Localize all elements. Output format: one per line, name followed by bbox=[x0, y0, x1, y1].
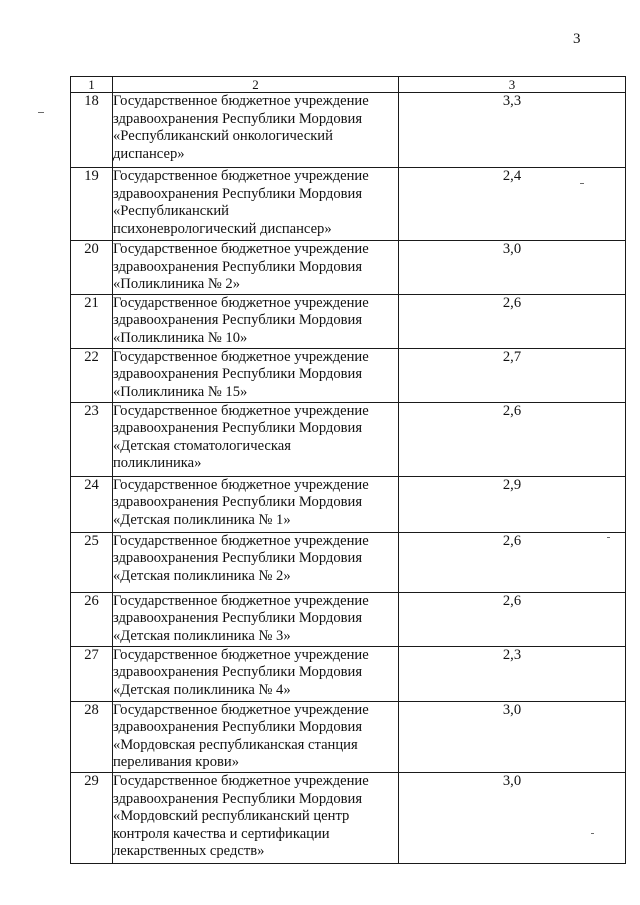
table-row bbox=[71, 241, 626, 295]
row-value: 2,6 bbox=[399, 532, 626, 592]
table-row bbox=[71, 772, 626, 863]
institution-name: Государственное бюджетное учреждение здравоохранения Республики Мордовия «Республиканский психоневрологический диспансер» bbox=[113, 168, 399, 241]
institution-name: Государственное бюджетное учреждение здравоохранения Республики Мордовия «Мордовский республиканский центр контроля качества и сертификации лекарственных средств» bbox=[113, 772, 399, 863]
column-header-1: 1 bbox=[71, 77, 113, 93]
table-row bbox=[71, 592, 626, 646]
institution-name: Государственное бюджетное учреждение здравоохранения Республики Мордовия «Поликлиника № 2» bbox=[113, 241, 399, 295]
row-value: 3,0 bbox=[399, 701, 626, 772]
column-header-2: 2 bbox=[113, 77, 399, 93]
row-value: 2,6 bbox=[399, 592, 626, 646]
row-number: 21 bbox=[71, 294, 113, 348]
scan-speck bbox=[607, 537, 610, 538]
table-row bbox=[71, 348, 626, 402]
data-table bbox=[70, 76, 626, 864]
row-number: 22 bbox=[71, 348, 113, 402]
row-number: 25 bbox=[71, 532, 113, 592]
row-number: 24 bbox=[71, 476, 113, 532]
row-value: 3,0 bbox=[399, 241, 626, 295]
row-value: 2,3 bbox=[399, 646, 626, 701]
row-number: 18 bbox=[71, 93, 113, 168]
row-value: 3,0 bbox=[399, 772, 626, 863]
table-row bbox=[71, 646, 626, 701]
table-row bbox=[71, 476, 626, 532]
column-header-3: 3 bbox=[399, 77, 626, 93]
institution-name: Государственное бюджетное учреждение здравоохранения Республики Мордовия «Поликлиника № 15» bbox=[113, 348, 399, 402]
row-value: 2,7 bbox=[399, 348, 626, 402]
institution-name: Государственное бюджетное учреждение здравоохранения Республики Мордовия «Детская поликлиника № 1» bbox=[113, 476, 399, 532]
institution-name: Государственное бюджетное учреждение здравоохранения Республики Мордовия «Детская поликлиника № 3» bbox=[113, 592, 399, 646]
scan-speck bbox=[38, 112, 44, 113]
institution-name: Государственное бюджетное учреждение здравоохранения Республики Мордовия «Поликлиника № 10» bbox=[113, 294, 399, 348]
row-number: 26 bbox=[71, 592, 113, 646]
row-number: 29 bbox=[71, 772, 113, 863]
table-row bbox=[71, 402, 626, 476]
row-value: 2,6 bbox=[399, 402, 626, 476]
row-value: 2,9 bbox=[399, 476, 626, 532]
table-header-row bbox=[71, 77, 626, 93]
scan-speck bbox=[591, 833, 594, 834]
institution-name: Государственное бюджетное учреждение здравоохранения Республики Мордовия «Мордовская республиканская станция переливания крови» bbox=[113, 701, 399, 772]
row-value: 3,3 bbox=[399, 93, 626, 168]
row-number: 23 bbox=[71, 402, 113, 476]
institution-name: Государственное бюджетное учреждение здравоохранения Республики Мордовия «Детская поликлиника № 4» bbox=[113, 646, 399, 701]
row-number: 28 bbox=[71, 701, 113, 772]
scan-speck bbox=[580, 183, 584, 184]
table-row bbox=[71, 701, 626, 772]
row-value: 2,6 bbox=[399, 294, 626, 348]
row-number: 20 bbox=[71, 241, 113, 295]
table-row bbox=[71, 93, 626, 168]
row-number: 27 bbox=[71, 646, 113, 701]
page-number: 3 bbox=[573, 31, 581, 47]
institution-name: Государственное бюджетное учреждение здравоохранения Республики Мордовия «Детская поликлиника № 2» bbox=[113, 532, 399, 592]
institution-name: Государственное бюджетное учреждение здравоохранения Республики Мордовия «Республиканский онкологический диспансер» bbox=[113, 93, 399, 168]
row-value: 2,4 bbox=[399, 168, 626, 241]
row-number: 19 bbox=[71, 168, 113, 241]
institution-name: Государственное бюджетное учреждение здравоохранения Республики Мордовия «Детская стоматологическая поликлиника» bbox=[113, 402, 399, 476]
table-row bbox=[71, 168, 626, 241]
table-row bbox=[71, 532, 626, 592]
table-row bbox=[71, 294, 626, 348]
